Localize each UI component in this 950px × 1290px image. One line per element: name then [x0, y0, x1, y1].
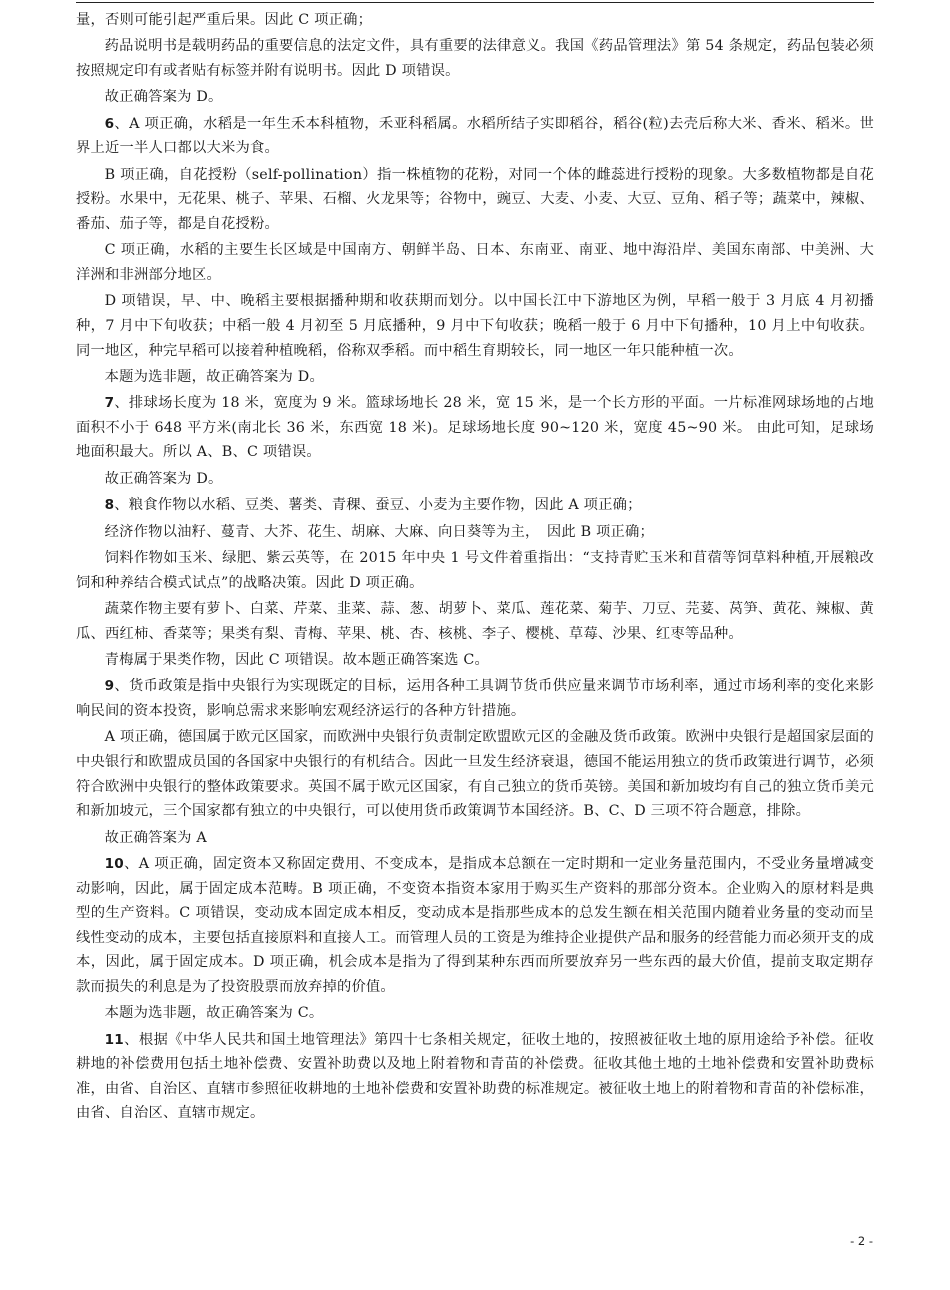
paragraph-text: 故正确答案为 A [104, 829, 207, 846]
question-number: 9 [104, 678, 115, 695]
paragraph [76, 493, 874, 518]
paragraph [76, 1028, 874, 1126]
question-number: 8 [104, 497, 115, 514]
paragraph-text: 、根据《中华人民共和国土地管理法》第四十七条相关规定，征收土地的，按照被征收土地的原用途给予补偿。征收耕地的补偿费用包括土地补偿费、安置补助费以及地上附着物和青苗的补偿费。征收其他土地的土地补偿费和安置补助费标准，由省、自治区、直辖市参照征收耕地的土地补偿费和安置补助费的标准规定。被征收土地上的附着物和青苗的补偿标准，由省、自治区、直辖市规定。 [76, 1031, 874, 1122]
paragraph-text: 故正确答案为 D。 [104, 89, 223, 106]
paragraph [76, 467, 874, 492]
paragraph-text: 本题为选非题，故正确答案为 D。 [104, 368, 324, 385]
paragraph [76, 597, 874, 646]
paragraph [76, 520, 874, 545]
top-rule [76, 2, 874, 3]
paragraph-text: 、排球场长度为 18 米，宽度为 9 米。篮球场地长 28 米，宽 15 米，是一个长方形的平面。一片标准网球场地的占地面积不小于 648 平方米(南北长 36 米，东西宽 18 米)。足球场地长度 90~120 米，宽度 45~90 米。 由此可知，足球场地面积最大。所以 A、B、C 项错误。 [76, 395, 874, 461]
paragraph [76, 112, 874, 161]
paragraph-text: 、粮食作物以水稻、豆类、薯类、青稞、蚕豆、小麦为主要作物，因此 A 项正确； [114, 497, 642, 514]
paragraph [76, 391, 874, 465]
paragraph [76, 289, 874, 363]
paragraph-text: 药品说明书是载明药品的重要信息的法定文件，具有重要的法律意义。我国《药品管理法》第 54 条规定，药品包装必须按照规定印有或者贴有标签并附有说明书。因此 D 项错误。 [76, 38, 874, 79]
paragraph-text: C 项正确，水稻的主要生长区域是中国南方、朝鲜半岛、日本、东南亚、南亚、地中海沿岸、美国东南部、中美洲、大洋洲和非洲部分地区。 [76, 242, 874, 283]
paragraph [76, 674, 874, 723]
paragraph-text: 饲料作物如玉米、绿肥、紫云英等，在 2015 年中央 1 号文件着重指出：“支持青贮玉米和苜蓿等饲草料种植,开展粮改饲和种养结合模式试点”的战略决策。因此 D 项正确。 [76, 550, 874, 591]
paragraph [76, 725, 874, 823]
paragraph-text: 、A 项正确，水稻是一年生禾本科植物，禾亚科稻属。水稻所结子实即稻谷，稻谷(粒)去壳后称大米、香米、稻米。世界上近一半人口都以大米为食。 [76, 115, 874, 157]
paragraph [76, 852, 874, 1000]
paragraph-text: 本题为选非题，故正确答案为 C。 [104, 1005, 324, 1022]
page-number: - 2 - [850, 1234, 873, 1248]
paragraph [76, 546, 874, 595]
paragraph-text: 故正确答案为 D。 [104, 470, 223, 487]
paragraph [76, 648, 874, 673]
paragraph [76, 826, 874, 851]
paragraph [76, 34, 874, 83]
question-number: 11 [104, 1031, 124, 1048]
paragraph [76, 8, 874, 33]
paragraph [76, 238, 874, 287]
paragraph-text: 蔬菜作物主要有萝卜、白菜、芹菜、韭菜、蒜、葱、胡萝卜、菜瓜、莲花菜、菊芋、刀豆、芫荽、莴笋、黄花、辣椒、黄瓜、西红柿、香菜等；果类有梨、青梅、苹果、桃、杏、核桃、李子、樱桃、草莓、沙果、红枣等品种。 [76, 601, 874, 642]
paragraph-text: B 项正确，自花授粉（self-pollination）指一株植物的花粉，对同一个体的雌蕊进行授粉的现象。大多数植物都是自花授粉。水果中，无花果、桃子、苹果、石榴、火龙果等；谷物中，豌豆、大麦、小麦、大豆、豆角、稻子等；蔬菜中，辣椒、番茄、茄子等，都是自花授粉。 [76, 166, 874, 232]
paragraph-text: 、货币政策是指中央银行为实现既定的目标，运用各种工具调节货币供应量来调节市场利率，通过市场利率的变化来影响民间的资本投资，影响总需求来影响宏观经济运行的各种方针措施。 [76, 678, 874, 719]
question-number: 10 [104, 855, 124, 872]
paragraph-text: 青梅属于果类作物，因此 C 项错误。故本题正确答案选 C。 [104, 652, 490, 668]
paragraph [76, 365, 874, 390]
paragraph [76, 1001, 874, 1026]
paragraph [76, 163, 874, 237]
paragraph-text: 、A 项正确，固定资本又称固定费用、不变成本，是指成本总额在一定时期和一定业务量范围内，不受业务量增减变动影响，因此，属于固定成本范畴。B 项正确，不变资本指资本家用于购买生产资料的那部分资本。企业购入的原材料是典型的生产资料。C 项错误，变动成本固定成本相反，变动成本是指那些成本的总发生额在相关范围内随着业务量的变动而呈线性变动的成本，主要包括直接原料和直接人工。而管理人员的工资是为维持企业提供产品和服务的经营能力而必须开支的成本，因此，属于固定成本。D 项正确，机会成本是指为了得到某种东西而所要放弃另一些东西的最大价值，提前支取定期存款而损失的利息是为了投资股票而放弃掉的价值。 [76, 855, 874, 995]
paragraph-text: 量，否则可能引起严重后果。因此 C 项正确； [76, 12, 373, 28]
question-number: 7 [104, 395, 115, 412]
paragraph-text: D 项错误，早、中、晚稻主要根据播种期和收获期而划分。以中国长江中下游地区为例，早稻一般于 3 月底 4 月初播种，7 月中下旬收获；中稻一般 4 月初至 5 月底播种，9 月中下旬收获；晚稻一般于 6 月中下旬播种，10 月上中旬收获。同一地区，种完早稻可以接着种植晚稻，俗称双季稻。而中稻生育期较长，同一地区一年只能种植一次。 [76, 293, 874, 359]
paragraph-text: 经济作物以油籽、蔓青、大芥、花生、胡麻、大麻、向日葵等为主， 因此 B 项正确； [104, 523, 655, 540]
paragraph-text: A 项正确，德国属于欧元区国家，而欧洲中央银行负责制定欧盟欧元区的金融及货币政策。欧洲中央银行是超国家层面的中央银行和欧盟成员国的各国家中央银行的有机结合。因此一旦发生经济衰退，德国不能运用独立的货币政策进行调节，必须符合欧洲中央银行的整体政策要求。英国不属于欧元区国家，有自己独立的货币英镑。美国和新加坡均有自己的独立货币美元和新加坡元，三个国家都有独立的中央银行，可以使用货币政策调节本国经济。B、C、D 三项不符合题意，排除。 [76, 729, 874, 820]
paragraph [76, 85, 874, 110]
question-number: 6 [104, 115, 115, 132]
document-body [76, 8, 874, 1128]
